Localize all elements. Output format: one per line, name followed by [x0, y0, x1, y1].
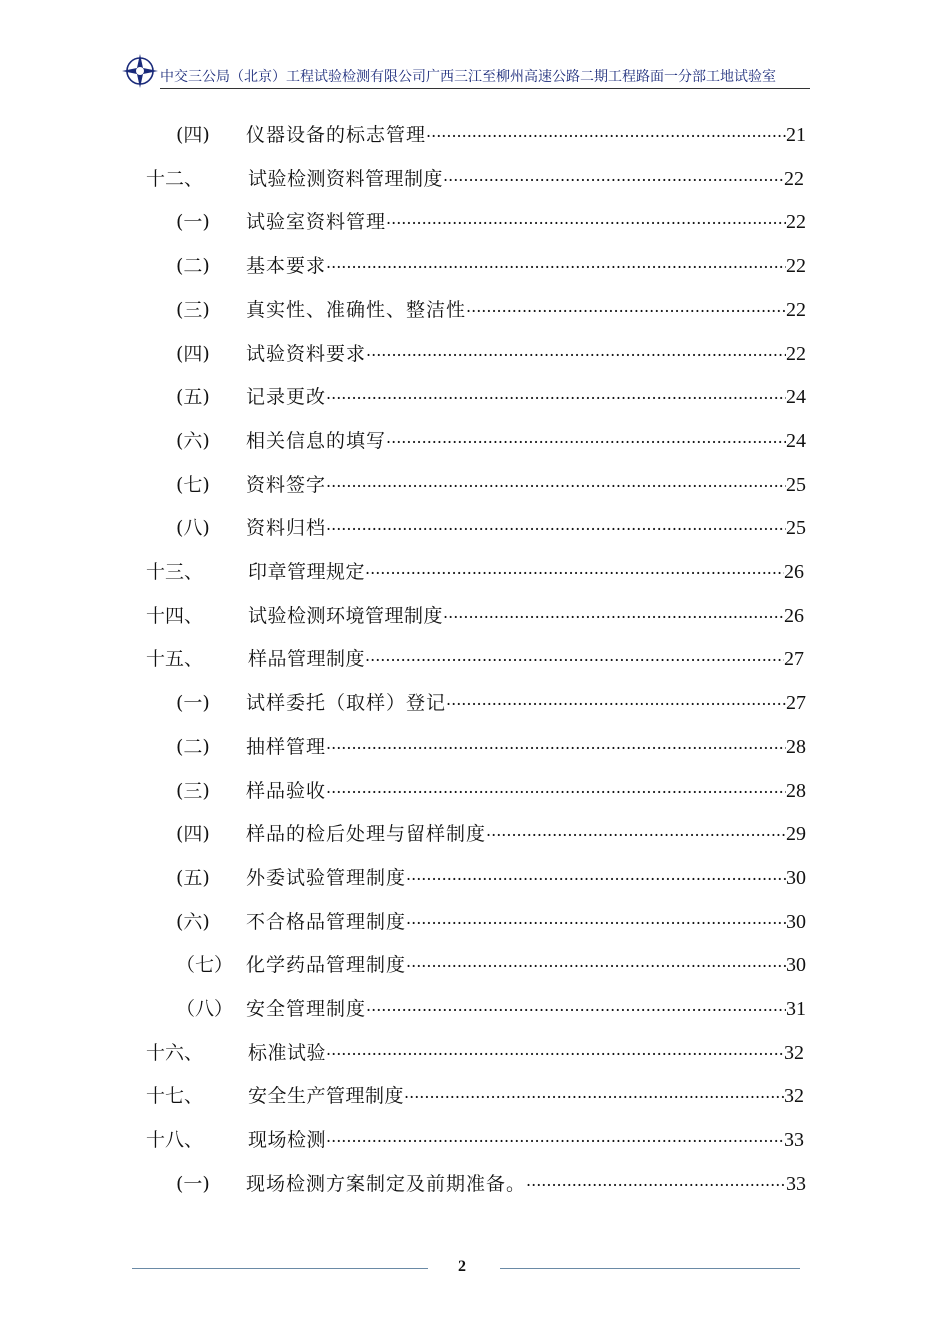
- toc-entry-title: 记录更改: [246, 386, 327, 409]
- toc-dot-leader: [406, 861, 786, 888]
- toc-entry-title: 真实性、准确性、整洁性: [246, 298, 467, 321]
- toc-entry-page: 26: [784, 604, 804, 627]
- toc-entry-title: 基本要求: [246, 255, 327, 278]
- toc-entry-page: 22: [786, 211, 806, 234]
- toc-entry-page: 32: [784, 1041, 804, 1064]
- toc-entry-title: 仪器设备的标志管理: [246, 124, 427, 146]
- toc-dot-leader: [326, 511, 786, 538]
- toc-entry-title: 样品管理制度: [248, 648, 366, 671]
- toc-entry[interactable]: [146, 1123, 804, 1153]
- toc-dot-leader: [386, 424, 786, 451]
- toc-entry[interactable]: [146, 555, 804, 585]
- company-logo-icon: [120, 52, 160, 90]
- toc-entry[interactable]: [146, 162, 804, 192]
- toc-entry[interactable]: [176, 118, 806, 148]
- toc-dot-leader: [326, 468, 786, 495]
- toc-entry-page: 25: [786, 517, 806, 540]
- toc-entry-page: 30: [786, 954, 806, 977]
- toc-dot-leader: [486, 817, 786, 844]
- toc-entry-title: 试验室资料管理: [246, 211, 387, 234]
- toc-entry-page: 32: [784, 1085, 804, 1108]
- toc-entry-page: 33: [786, 1172, 806, 1195]
- toc-entry[interactable]: [176, 992, 806, 1022]
- toc-entry[interactable]: [176, 730, 806, 760]
- toc-entry[interactable]: [176, 774, 806, 804]
- toc-entry-title: 不合格品管理制度: [246, 910, 407, 933]
- toc-dot-leader: [326, 730, 786, 757]
- toc-entry-title: 资料签字: [246, 473, 327, 496]
- toc-entry-title: 试样委托（取样）登记: [246, 692, 447, 715]
- toc-entry[interactable]: [176, 948, 806, 978]
- toc-entry-page: 21: [786, 124, 806, 146]
- toc-entry-page: 22: [786, 342, 806, 365]
- toc-entry-number: 十六、: [146, 1041, 204, 1064]
- toc-entry[interactable]: [176, 468, 806, 498]
- toc-entry[interactable]: [176, 686, 806, 716]
- toc-entry-page: 33: [784, 1129, 804, 1152]
- toc-entry-number: (四): [176, 342, 210, 365]
- toc-entry-number: (五): [176, 386, 210, 409]
- toc-entry-number: 十八、: [146, 1129, 204, 1152]
- toc-entry-title: 相关信息的填写: [246, 429, 387, 452]
- toc-entry-page: 28: [786, 735, 806, 758]
- toc-entry-number: (二): [176, 255, 210, 278]
- toc-entry-number: (四): [176, 124, 210, 146]
- toc-dot-leader: [446, 686, 786, 713]
- toc-dot-leader: [326, 1123, 784, 1150]
- toc-dot-leader: [366, 337, 786, 364]
- toc-entry-number: （八）: [176, 998, 234, 1020]
- toc-entry-title: 抽样管理: [246, 735, 327, 758]
- toc-entry[interactable]: [176, 380, 806, 410]
- toc-dot-leader: [466, 293, 786, 320]
- toc-entry-number: (六): [176, 429, 210, 452]
- toc-entry-number: (七): [176, 473, 210, 496]
- toc-entry[interactable]: [176, 293, 806, 323]
- toc-entry-page: 22: [786, 298, 806, 321]
- toc-entry-title: 样品的检后处理与留样制度: [246, 823, 487, 846]
- toc-entry-number: (五): [176, 866, 210, 889]
- toc-entry-number: （七）: [176, 954, 234, 977]
- toc-dot-leader: [426, 118, 786, 145]
- toc-dot-leader: [443, 599, 784, 626]
- toc-entry-number: 十七、: [146, 1085, 204, 1108]
- toc-entry[interactable]: [176, 861, 806, 891]
- footer-page-number: 2: [458, 1258, 466, 1275]
- toc-entry[interactable]: [146, 1079, 804, 1109]
- toc-entry-page: 31: [786, 998, 806, 1020]
- toc-dot-leader: [443, 162, 784, 189]
- toc-entry-number: (三): [176, 779, 210, 802]
- toc-entry-page: 26: [784, 561, 804, 583]
- toc-entry[interactable]: [176, 1167, 806, 1197]
- toc-dot-leader: [365, 555, 784, 582]
- toc-entry-title: 试验检测资料管理制度: [248, 167, 444, 190]
- toc-entry-title: 现场检测: [248, 1129, 327, 1152]
- toc-entry-page: 27: [784, 648, 804, 671]
- toc-entry-number: (四): [176, 823, 210, 846]
- toc-entry-title: 现场检测方案制定及前期准备。: [246, 1172, 527, 1195]
- toc-dot-leader: [326, 380, 786, 407]
- toc-entry-title: 标准试验: [248, 1041, 327, 1064]
- toc-entry-number: (一): [176, 1172, 210, 1195]
- header-title: 中交三公局（北京）工程试验检测有限公司广西三江至柳州高速公路二期工程路面一分部工地试验室: [160, 69, 776, 85]
- toc-entry-title: 化学药品管理制度: [246, 954, 407, 977]
- toc-entry-title: 印章管理规定: [248, 561, 366, 583]
- toc-dot-leader: [386, 205, 786, 232]
- toc-entry-page: 22: [784, 167, 804, 190]
- toc-entry-page: 24: [786, 386, 806, 409]
- toc-entry-title: 安全管理制度: [246, 998, 367, 1020]
- toc-entry[interactable]: [176, 337, 806, 367]
- toc-entry-page: 30: [786, 910, 806, 933]
- toc-entry-number: (六): [176, 910, 210, 933]
- toc-dot-leader: [526, 1167, 786, 1194]
- toc-entry-page: 29: [786, 823, 806, 846]
- toc-entry[interactable]: [146, 1036, 804, 1066]
- toc-entry-number: (八): [176, 517, 210, 540]
- toc-entry[interactable]: [176, 905, 806, 935]
- toc-entry-number: 十四、: [146, 604, 204, 627]
- header-rule: [160, 88, 810, 89]
- footer-rule-right: [500, 1268, 800, 1269]
- toc-entry-number: 十五、: [146, 648, 204, 671]
- toc-dot-leader: [406, 905, 786, 932]
- toc-dot-leader: [365, 642, 784, 669]
- toc-entry-page: 22: [786, 255, 806, 278]
- toc-entry-number: (三): [176, 298, 210, 321]
- toc-entry-number: (一): [176, 211, 210, 234]
- toc-entry-page: 25: [786, 473, 806, 496]
- toc-entry-number: (一): [176, 692, 210, 715]
- toc-entry-title: 资料归档: [246, 517, 327, 540]
- toc-dot-leader: [404, 1079, 784, 1106]
- toc-entry-page: 28: [786, 779, 806, 802]
- toc-entry-number: 十三、: [146, 561, 204, 583]
- toc-dot-leader: [366, 992, 786, 1019]
- page-header: [120, 52, 810, 92]
- toc-entry[interactable]: [176, 817, 806, 847]
- toc-entry-page: 27: [786, 692, 806, 715]
- toc-entry[interactable]: [176, 424, 806, 454]
- toc-dot-leader: [326, 774, 786, 801]
- toc-dot-leader: [406, 948, 786, 975]
- toc-entry-title: 试验检测环境管理制度: [248, 604, 444, 627]
- toc-entry-page: 24: [786, 429, 806, 452]
- toc-entry-title: 安全生产管理制度: [248, 1085, 405, 1108]
- toc-entry[interactable]: [146, 599, 804, 629]
- toc-entry-title: 样品验收: [246, 779, 327, 802]
- toc-entry-number: 十二、: [146, 167, 204, 190]
- toc-dot-leader: [326, 1036, 784, 1063]
- page-footer: [132, 1258, 800, 1282]
- toc-entry-title: 试验资料要求: [246, 342, 367, 365]
- toc-entry[interactable]: [176, 249, 806, 279]
- footer-rule-left: [132, 1268, 428, 1269]
- toc-entry-number: (二): [176, 735, 210, 758]
- toc-entry[interactable]: [146, 642, 804, 672]
- toc-entry-page: 30: [786, 866, 806, 889]
- toc-dot-leader: [326, 249, 786, 276]
- toc-entry-title: 外委试验管理制度: [246, 866, 407, 889]
- toc-entry[interactable]: [176, 205, 806, 235]
- toc-entry[interactable]: [176, 511, 806, 541]
